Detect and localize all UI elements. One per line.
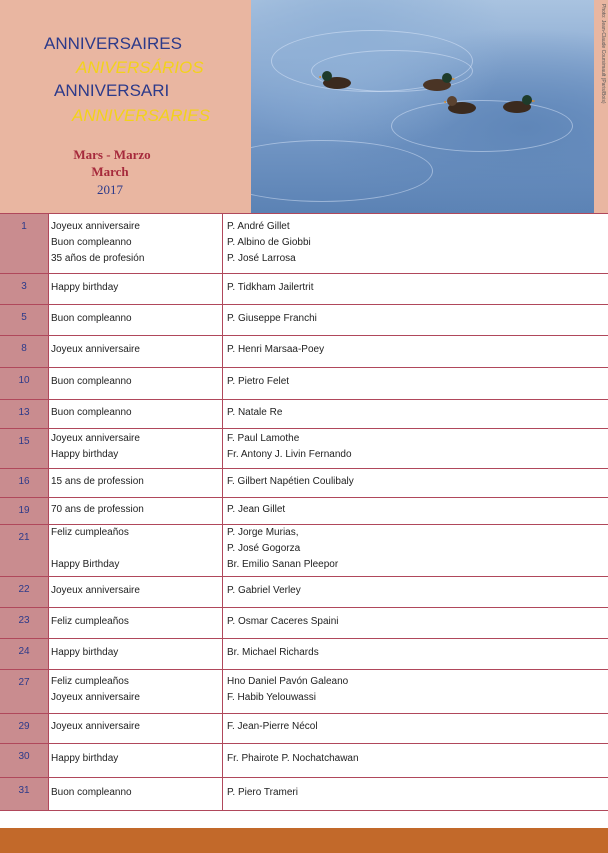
person-name: P. André Gillet [227,221,290,232]
occasion-text: Buon compleanno [51,313,132,324]
duck-icon [421,72,455,92]
name-cell [227,608,607,638]
table-row [0,274,608,305]
occasion-text: Feliz cumpleaños [51,616,129,627]
occasion-text: Joyeux anniversaire [51,692,140,703]
occasion-cell [51,214,223,273]
occasion-cell [51,336,223,367]
title-italian: ANNIVERSARI [54,81,170,100]
occasion-cell [51,305,223,335]
day-cell: 21 [0,525,49,576]
day-cell: 10 [0,368,49,399]
occasion-text: Happy birthday [51,449,119,460]
day-cell: 8 [0,336,49,367]
table-row [0,368,608,400]
occasion-cell [51,670,223,713]
occasion-text: Joyeux anniversaire [51,721,140,732]
name-cell [227,498,607,524]
occasion-text: 70 ans de profession [51,504,144,515]
title-portuguese: ANIVERSÁRIOS [76,58,204,77]
occasion-text: Happy birthday [51,282,119,293]
name-cell [227,714,607,743]
person-name: P. Natale Re [227,407,283,418]
day-cell: 16 [0,469,49,497]
name-cell [227,778,607,810]
table-row [0,305,608,336]
photo-credit: Photo: Jean-Claude Coursimault (Paris/Bois) [600,4,606,104]
title-french: ANNIVERSAIRES [44,34,182,53]
person-name: F. Jean-Pierre Nécol [227,721,318,732]
table-row [0,525,608,577]
day-cell: 22 [0,577,49,607]
day-cell: 23 [0,608,49,638]
occasion-cell [51,778,223,810]
occasion-cell [51,274,223,304]
person-name: P. Jorge Murias, [227,527,299,538]
table-row [0,714,608,744]
table-row [0,400,608,429]
name-cell [227,214,607,273]
person-name: F. Habib Yelouwassi [227,692,316,703]
title-english: ANNIVERSARIES [72,106,210,125]
person-name: P. Henri Marsaa-Poey [227,344,325,355]
name-cell [227,469,607,497]
occasion-text: 15 ans de profession [51,476,144,487]
occasion-text: Feliz cumpleaños [51,676,129,687]
person-name: P. Osmar Caceres Spaini [227,616,339,627]
name-cell [227,305,607,335]
occasion-text: Buon compleanno [51,237,132,248]
duck-icon [444,95,478,115]
table-row [0,498,608,525]
duck-icon [501,94,535,114]
occasion-cell [51,639,223,669]
occasion-text: 35 años de profesión [51,253,145,264]
person-name: P. Pietro Felet [227,376,290,387]
name-cell [227,400,607,428]
occasion-text: Joyeux anniversaire [51,221,140,232]
occasion-cell [51,469,223,497]
person-name: P. Gabriel Verley [227,585,301,596]
table-row [0,429,608,469]
title-block [0,0,250,213]
table-row [0,608,608,639]
occasion-text: Happy Birthday [51,559,120,570]
person-name: Fr. Antony J. Livin Fernando [227,449,352,460]
occasion-cell [51,525,223,576]
occasion-text: Happy birthday [51,647,119,658]
person-name: P. Albino de Giobbi [227,237,311,248]
name-cell [227,525,607,576]
table-row [0,577,608,608]
table-row [0,469,608,498]
name-cell [227,429,607,468]
person-name: Hno Daniel Pavón Galeano [227,676,349,687]
ducks-photo [251,0,594,213]
occasion-text: Buon compleanno [51,407,132,418]
name-cell [227,577,607,607]
occasion-text: Joyeux anniversaire [51,344,140,355]
person-name: P. José Gogorza [227,543,301,554]
table-row [0,778,608,811]
day-cell: 13 [0,400,49,428]
occasion-cell [51,498,223,524]
day-cell: 29 [0,714,49,743]
name-cell [227,670,607,713]
occasion-text: Feliz cumpleaños [51,527,129,538]
table-row [0,639,608,670]
person-name: Fr. Phairote P. Nochatchawan [227,753,359,764]
occasion-cell [51,400,223,428]
day-cell: 5 [0,305,49,335]
occasion-cell [51,608,223,638]
table-row [0,213,608,274]
person-name: P. José Larrosa [227,253,296,264]
person-name: P. Piero Trameri [227,787,298,798]
person-name: F. Gilbert Napétien Coulibaly [227,476,354,487]
occasion-text: Joyeux anniversaire [51,433,140,444]
occasion-cell [51,429,223,468]
occasion-text: Joyeux anniversaire [51,585,140,596]
month-en: March [91,164,129,179]
table-row [0,744,608,778]
duck-icon [319,70,353,90]
day-cell: 3 [0,274,49,304]
table-row [0,336,608,368]
person-name: Br. Michael Richards [227,647,319,658]
occasion-text: Happy birthday [51,753,119,764]
person-name: P. Jean Gillet [227,504,286,515]
occasion-text: Buon compleanno [51,376,132,387]
name-cell [227,639,607,669]
day-cell: 19 [0,498,49,524]
footer-bar [0,828,608,853]
header [0,0,608,213]
occasion-cell [51,744,223,777]
occasion-text: Buon compleanno [51,787,132,798]
day-cell: 30 [0,744,49,777]
table-row [0,670,608,714]
occasion-cell [51,368,223,399]
day-cell: 15 [0,429,49,468]
occasion-cell [51,714,223,743]
person-name: P. Giuseppe Franchi [227,313,317,324]
person-name: P. Tidkham Jailertrit [227,282,314,293]
name-cell [227,368,607,399]
day-cell: 24 [0,639,49,669]
person-name: F. Paul Lamothe [227,433,300,444]
month-fr-es: Mars - Marzo [73,147,151,162]
year: 2017 [97,182,123,197]
person-name: Br. Emilio Sanan Pleepor [227,559,339,570]
day-cell: 31 [0,778,49,810]
name-cell [227,274,607,304]
name-cell [227,744,607,777]
name-cell [227,336,607,367]
occasion-cell [51,577,223,607]
day-cell: 27 [0,670,49,713]
anniversary-table [0,213,608,811]
day-cell: 1 [0,214,49,273]
